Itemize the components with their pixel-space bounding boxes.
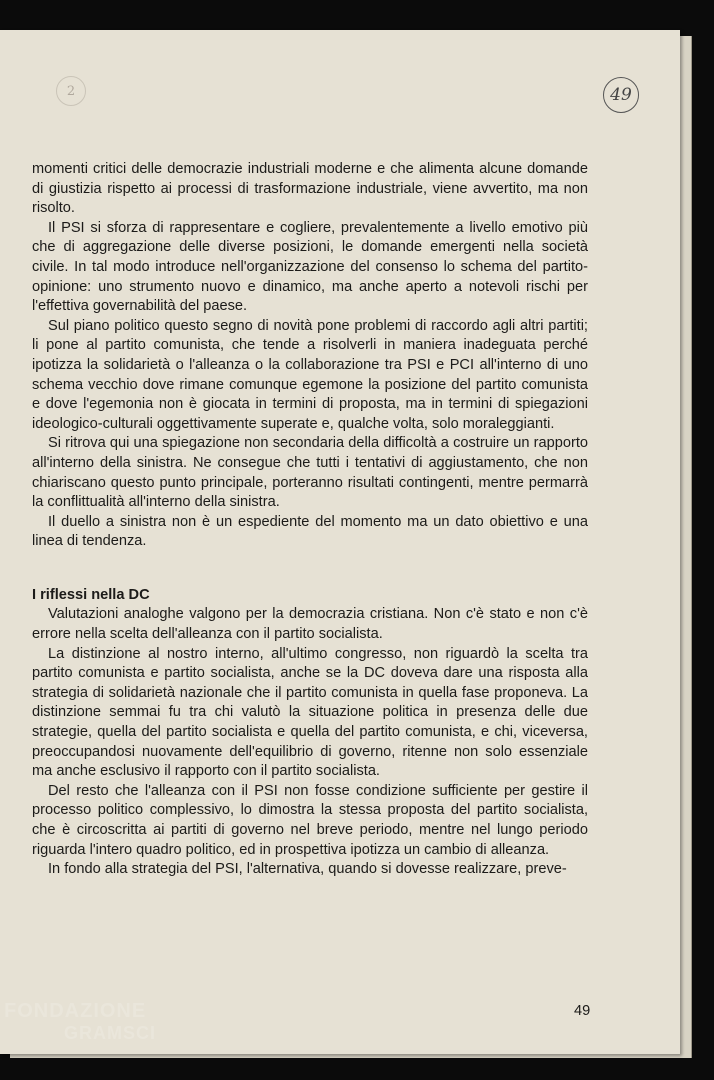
paragraph: In fondo alla strategia del PSI, l'alternativa, quando si dovesse realizzare, preve-: [48, 861, 567, 878]
paragraph: Il PSI si sforza di rappresentare e cogliere, prevalentemente a livello emotivo più che di aggregazione delle diverse posizioni, le domande emergenti nella società civile. In tal modo introduce nell'organizzazione del consenso lo schema del partito-opinione: uno strumento nuovo e dinamico, ma anche aperto a notevoli rischi per l'effettiva governabilità del paese.: [32, 219, 588, 315]
paragraph: La distinzione al nostro interno, all'ultimo congresso, non riguardò la scelta tra partito comunista e partito socialista, anche se la DC doveva dare una risposta alla strategia di solidarietà nazionale che il partito comunista in quella fase proponeva. La distinzione semmai fu tra chi valutò la situazione politica in presenza delle due strategie, quella del partito socialista e quella del partito comunista, e chi, viceversa, preoccupandosi nuovamente dell'equilibrio di governo, ritenne non solo essenziale ma anche esclusivo il rapporto con il partito socialista.: [32, 645, 588, 780]
paragraph: Del resto che l'alleanza con il PSI non fosse condizione sufficiente per gestire il processo politico complessivo, lo dimostra la stessa proposta del partito socialista, che è circoscritta ai partiti di governo nel breve periodo, mentre nel lungo periodo riguarda l'intero quadro politico, ed in prospettiva ipotizza un cambio di alleanza.: [32, 782, 588, 858]
watermark-line-2: GRAMSCI: [64, 1023, 156, 1043]
scanned-page: [0, 30, 680, 1054]
fondazione-gramsci-watermark: [4, 1000, 156, 1044]
body-text: [32, 160, 588, 880]
archive-page-stamp: 49: [603, 77, 639, 113]
paragraph: Il duello a sinistra non è un espediente del momento ma un dato obiettivo e una linea di tendenza.: [32, 513, 588, 550]
pencil-page-mark: 2: [56, 76, 86, 106]
paragraph: Si ritrova qui una spiegazione non secondaria della difficoltà a costruire un rapporto all'interno della sinistra. Ne consegue che tutti i tentativi di aggiustamento, che non chiariscano questo punto principale, porteranno risultati contingenti, mentre permarrà la conflittualità all'interno della sinistra.: [32, 435, 588, 511]
page-number: 49: [574, 1003, 591, 1019]
watermark-line-1: FONDAZIONE: [4, 1000, 147, 1022]
section-heading: I riflessi nella DC: [32, 586, 150, 603]
paragraph: Valutazioni analoghe valgono per la democrazia cristiana. Non c'è stato e non c'è errore nella scelta dell'alleanza con il partito socialista.: [32, 606, 588, 643]
paragraph: Sul piano politico questo segno di novità pone problemi di raccordo agli altri partiti; li pone al partito comunista, che tende a risolverli in maniera inadeguata perché ipotizza la solidarietà o l'alleanza o la collaborazione tra PSI e PCI all'interno di uno schema vecchio dove rimane comunque egemone la posizione del partito comunista e dove l'egemonia non è giocata in termini di proposta, ma in termini di spiegazioni ideologico-culturali oggettivamente superate e, qualche volta, solo moraleggianti.: [32, 317, 588, 432]
paragraph: momenti critici delle democrazie industriali moderne e che alimenta alcune domande di giustizia rispetto ai processi di trasformazione industriale, viene avvertito, ma non risolto.: [32, 161, 588, 217]
